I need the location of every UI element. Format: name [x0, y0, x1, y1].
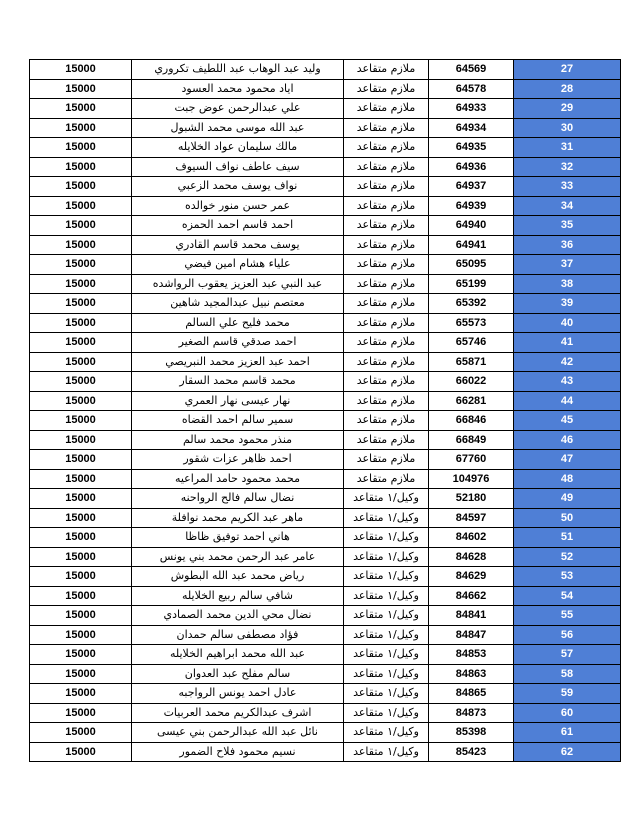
rank-cell: وكيل/١ متقاعد [344, 645, 429, 665]
id-number-cell: 104976 [429, 469, 514, 489]
serial-number-cell: 59 [514, 684, 621, 704]
table-row [30, 586, 621, 606]
name-cell: عمر حسن منور خوالده [132, 196, 344, 216]
table-row [30, 450, 621, 470]
beneficiaries-table [29, 59, 621, 762]
name-cell: وليد عبد الوهاب عبد اللطيف تكروري [132, 60, 344, 80]
amount-cell: 15000 [30, 60, 132, 80]
name-cell: نضال سالم فالح الرواحنه [132, 489, 344, 509]
id-number-cell: 64569 [429, 60, 514, 80]
table-row [30, 469, 621, 489]
id-number-cell: 65199 [429, 274, 514, 294]
rank-cell: وكيل/١ متقاعد [344, 703, 429, 723]
amount-cell: 15000 [30, 645, 132, 665]
serial-number-cell: 49 [514, 489, 621, 509]
serial-number-cell: 28 [514, 79, 621, 99]
rank-cell: وكيل/١ متقاعد [344, 625, 429, 645]
serial-number-cell: 36 [514, 235, 621, 255]
id-number-cell: 85398 [429, 723, 514, 743]
serial-number-cell: 45 [514, 411, 621, 431]
id-number-cell: 64941 [429, 235, 514, 255]
name-cell: رياض محمد عبد الله البطوش [132, 567, 344, 587]
table-row [30, 118, 621, 138]
id-number-cell: 65392 [429, 294, 514, 314]
serial-number-cell: 53 [514, 567, 621, 587]
serial-number-cell: 56 [514, 625, 621, 645]
amount-cell: 15000 [30, 742, 132, 762]
serial-number-cell: 62 [514, 742, 621, 762]
amount-cell: 15000 [30, 294, 132, 314]
name-cell: عبد الله محمد ابراهيم الخلايله [132, 645, 344, 665]
serial-number-cell: 42 [514, 352, 621, 372]
rank-cell: ملازم متقاعد [344, 255, 429, 275]
rank-cell: ملازم متقاعد [344, 235, 429, 255]
rank-cell: ملازم متقاعد [344, 333, 429, 353]
serial-number-cell: 30 [514, 118, 621, 138]
id-number-cell: 84853 [429, 645, 514, 665]
table-row [30, 547, 621, 567]
name-cell: احمد ظاهر عزات شقور [132, 450, 344, 470]
table-row [30, 294, 621, 314]
serial-number-cell: 34 [514, 196, 621, 216]
id-number-cell: 64937 [429, 177, 514, 197]
table-row [30, 216, 621, 236]
name-cell: ماهر عبد الكريم محمد نوافلة [132, 508, 344, 528]
table-row [30, 138, 621, 158]
rank-cell: ملازم متقاعد [344, 313, 429, 333]
rank-cell: ملازم متقاعد [344, 430, 429, 450]
serial-number-cell: 27 [514, 60, 621, 80]
id-number-cell: 64939 [429, 196, 514, 216]
name-cell: علياء هشام امين فيضي [132, 255, 344, 275]
amount-cell: 15000 [30, 274, 132, 294]
serial-number-cell: 31 [514, 138, 621, 158]
table-row [30, 606, 621, 626]
amount-cell: 15000 [30, 703, 132, 723]
amount-cell: 15000 [30, 606, 132, 626]
serial-number-cell: 40 [514, 313, 621, 333]
rank-cell: وكيل/١ متقاعد [344, 684, 429, 704]
amount-cell: 15000 [30, 138, 132, 158]
rank-cell: ملازم متقاعد [344, 157, 429, 177]
name-cell: نهار عيسى نهار العمري [132, 391, 344, 411]
rank-cell: ملازم متقاعد [344, 450, 429, 470]
id-number-cell: 64578 [429, 79, 514, 99]
serial-number-cell: 37 [514, 255, 621, 275]
rank-cell: وكيل/١ متقاعد [344, 664, 429, 684]
id-number-cell: 66846 [429, 411, 514, 431]
serial-number-cell: 51 [514, 528, 621, 548]
table-row [30, 391, 621, 411]
name-cell: محمد قاسم محمد السقار [132, 372, 344, 392]
serial-number-cell: 60 [514, 703, 621, 723]
table-row [30, 742, 621, 762]
rank-cell: ملازم متقاعد [344, 411, 429, 431]
serial-number-cell: 46 [514, 430, 621, 450]
rank-cell: وكيل/١ متقاعد [344, 723, 429, 743]
name-cell: عادل احمد يونس الرواجبه [132, 684, 344, 704]
rank-cell: ملازم متقاعد [344, 216, 429, 236]
rank-cell: وكيل/١ متقاعد [344, 489, 429, 509]
serial-number-cell: 44 [514, 391, 621, 411]
rank-cell: وكيل/١ متقاعد [344, 742, 429, 762]
id-number-cell: 84628 [429, 547, 514, 567]
amount-cell: 15000 [30, 684, 132, 704]
rank-cell: ملازم متقاعد [344, 391, 429, 411]
amount-cell: 15000 [30, 625, 132, 645]
serial-number-cell: 39 [514, 294, 621, 314]
id-number-cell: 84865 [429, 684, 514, 704]
name-cell: نائل عبد الله عبدالرحمن بني عيسى [132, 723, 344, 743]
table-row [30, 60, 621, 80]
rank-cell: ملازم متقاعد [344, 177, 429, 197]
amount-cell: 15000 [30, 411, 132, 431]
name-cell: نواف يوسف محمد الزعبي [132, 177, 344, 197]
id-number-cell: 67760 [429, 450, 514, 470]
rank-cell: وكيل/١ متقاعد [344, 547, 429, 567]
amount-cell: 15000 [30, 489, 132, 509]
id-number-cell: 84602 [429, 528, 514, 548]
name-cell: اشرف عبدالكريم محمد العربيات [132, 703, 344, 723]
table-row [30, 313, 621, 333]
id-number-cell: 84873 [429, 703, 514, 723]
table-row [30, 567, 621, 587]
name-cell: علي عبدالرحمن عوض جبت [132, 99, 344, 119]
rank-cell: ملازم متقاعد [344, 60, 429, 80]
amount-cell: 15000 [30, 118, 132, 138]
serial-number-cell: 41 [514, 333, 621, 353]
table-row [30, 79, 621, 99]
serial-number-cell: 54 [514, 586, 621, 606]
id-number-cell: 65871 [429, 352, 514, 372]
amount-cell: 15000 [30, 430, 132, 450]
id-number-cell: 65746 [429, 333, 514, 353]
id-number-cell: 84863 [429, 664, 514, 684]
rank-cell: وكيل/١ متقاعد [344, 567, 429, 587]
table-row [30, 411, 621, 431]
name-cell: هاني احمد توفيق ظاظا [132, 528, 344, 548]
table-row [30, 703, 621, 723]
amount-cell: 15000 [30, 547, 132, 567]
serial-number-cell: 52 [514, 547, 621, 567]
rank-cell: وكيل/١ متقاعد [344, 528, 429, 548]
rank-cell: ملازم متقاعد [344, 196, 429, 216]
table-row [30, 255, 621, 275]
rank-cell: ملازم متقاعد [344, 372, 429, 392]
table-row [30, 645, 621, 665]
rank-cell: ملازم متقاعد [344, 274, 429, 294]
serial-number-cell: 61 [514, 723, 621, 743]
amount-cell: 15000 [30, 664, 132, 684]
id-number-cell: 52180 [429, 489, 514, 509]
name-cell: محمد محمود حامد المراعيه [132, 469, 344, 489]
id-number-cell: 64934 [429, 118, 514, 138]
serial-number-cell: 58 [514, 664, 621, 684]
name-cell: منذر محمود محمد سالم [132, 430, 344, 450]
amount-cell: 15000 [30, 508, 132, 528]
id-number-cell: 65573 [429, 313, 514, 333]
table-row [30, 664, 621, 684]
serial-number-cell: 29 [514, 99, 621, 119]
name-cell: شافي سالم ربيع الخلايله [132, 586, 344, 606]
name-cell: احمد عبد العزيز محمد النبريصي [132, 352, 344, 372]
id-number-cell: 64933 [429, 99, 514, 119]
serial-number-cell: 57 [514, 645, 621, 665]
name-cell: مالك سليمان عواد الخلايله [132, 138, 344, 158]
name-cell: عامر عبد الرحمن محمد بني يونس [132, 547, 344, 567]
amount-cell: 15000 [30, 450, 132, 470]
id-number-cell: 84841 [429, 606, 514, 626]
name-cell: فؤاد مصطفى سالم حمدان [132, 625, 344, 645]
rank-cell: وكيل/١ متقاعد [344, 586, 429, 606]
amount-cell: 15000 [30, 313, 132, 333]
table-row [30, 489, 621, 509]
id-number-cell: 64935 [429, 138, 514, 158]
rank-cell: وكيل/١ متقاعد [344, 508, 429, 528]
name-cell: سمير سالم احمد القضاه [132, 411, 344, 431]
table-row [30, 274, 621, 294]
name-cell: اياد محمود محمد العسود [132, 79, 344, 99]
table-row [30, 157, 621, 177]
serial-number-cell: 33 [514, 177, 621, 197]
name-cell: محمد فليح علي السالم [132, 313, 344, 333]
amount-cell: 15000 [30, 723, 132, 743]
table-row [30, 235, 621, 255]
amount-cell: 15000 [30, 469, 132, 489]
table-row [30, 352, 621, 372]
name-cell: عبد الله موسى محمد الشبول [132, 118, 344, 138]
table-row [30, 508, 621, 528]
amount-cell: 15000 [30, 196, 132, 216]
table-row [30, 430, 621, 450]
amount-cell: 15000 [30, 216, 132, 236]
id-number-cell: 84662 [429, 586, 514, 606]
id-number-cell: 64940 [429, 216, 514, 236]
table-row [30, 625, 621, 645]
name-cell: نسيم محمود فلاح الضمور [132, 742, 344, 762]
name-cell: سيف عاطف نواف السيوف [132, 157, 344, 177]
id-number-cell: 66281 [429, 391, 514, 411]
name-cell: احمد صدقي قاسم الصغير [132, 333, 344, 353]
id-number-cell: 66022 [429, 372, 514, 392]
name-cell: يوسف محمد قاسم القادري [132, 235, 344, 255]
serial-number-cell: 50 [514, 508, 621, 528]
table-row [30, 684, 621, 704]
name-cell: معتصم نبيل عبدالمجيد شاهين [132, 294, 344, 314]
rank-cell: ملازم متقاعد [344, 79, 429, 99]
rank-cell: ملازم متقاعد [344, 118, 429, 138]
id-number-cell: 84629 [429, 567, 514, 587]
amount-cell: 15000 [30, 99, 132, 119]
table-row [30, 528, 621, 548]
table-row [30, 99, 621, 119]
amount-cell: 15000 [30, 177, 132, 197]
rank-cell: ملازم متقاعد [344, 138, 429, 158]
serial-number-cell: 35 [514, 216, 621, 236]
id-number-cell: 85423 [429, 742, 514, 762]
amount-cell: 15000 [30, 255, 132, 275]
id-number-cell: 84847 [429, 625, 514, 645]
id-number-cell: 65095 [429, 255, 514, 275]
amount-cell: 15000 [30, 235, 132, 255]
id-number-cell: 84597 [429, 508, 514, 528]
rank-cell: وكيل/١ متقاعد [344, 606, 429, 626]
name-cell: نضال محي الدين محمد الصمادي [132, 606, 344, 626]
rank-cell: ملازم متقاعد [344, 99, 429, 119]
amount-cell: 15000 [30, 157, 132, 177]
amount-cell: 15000 [30, 391, 132, 411]
table-row [30, 333, 621, 353]
amount-cell: 15000 [30, 528, 132, 548]
id-number-cell: 64936 [429, 157, 514, 177]
amount-cell: 15000 [30, 333, 132, 353]
table-row [30, 372, 621, 392]
table-row [30, 177, 621, 197]
serial-number-cell: 43 [514, 372, 621, 392]
amount-cell: 15000 [30, 352, 132, 372]
rank-cell: ملازم متقاعد [344, 352, 429, 372]
amount-cell: 15000 [30, 79, 132, 99]
amount-cell: 15000 [30, 372, 132, 392]
serial-number-cell: 55 [514, 606, 621, 626]
table-body [30, 60, 621, 762]
amount-cell: 15000 [30, 567, 132, 587]
name-cell: سالم مفلح عبد العدوان [132, 664, 344, 684]
serial-number-cell: 38 [514, 274, 621, 294]
table-row [30, 723, 621, 743]
serial-number-cell: 47 [514, 450, 621, 470]
amount-cell: 15000 [30, 586, 132, 606]
serial-number-cell: 32 [514, 157, 621, 177]
id-number-cell: 66849 [429, 430, 514, 450]
serial-number-cell: 48 [514, 469, 621, 489]
name-cell: عبد النبي عبد العزيز يعقوب الرواشده [132, 274, 344, 294]
table-row [30, 196, 621, 216]
rank-cell: ملازم متقاعد [344, 469, 429, 489]
rank-cell: ملازم متقاعد [344, 294, 429, 314]
name-cell: احمد قاسم احمد الحمزه [132, 216, 344, 236]
